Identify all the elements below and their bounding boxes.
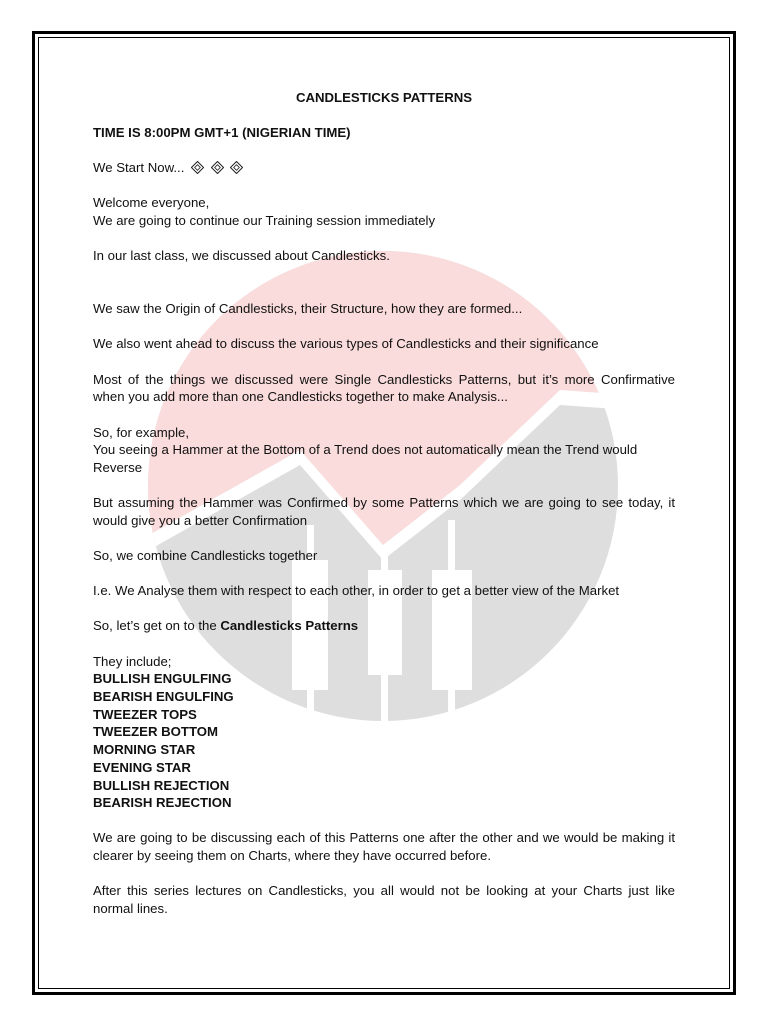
list-item: BULLISH REJECTION bbox=[93, 777, 230, 793]
list-item: BULLISH ENGULFING bbox=[93, 671, 232, 687]
start-text: We Start Now... bbox=[93, 159, 185, 175]
list-item: MORNING STAR bbox=[93, 742, 196, 758]
example-paragraph bbox=[93, 424, 675, 477]
patterns-list bbox=[93, 653, 675, 812]
origin-paragraph: We saw the Origin of Candlesticks, their Structure, how they are formed... bbox=[93, 301, 523, 317]
types-paragraph: We also went ahead to discuss the various types of Candlesticks and their significance bbox=[93, 336, 599, 352]
include-label: They include; bbox=[93, 653, 172, 669]
list-item: TWEEZER TOPS bbox=[93, 706, 197, 722]
time-line: TIME IS 8:00PM GMT+1 (NIGERIAN TIME) bbox=[93, 124, 351, 140]
list-item: BEARISH REJECTION bbox=[93, 795, 232, 811]
welcome-paragraph bbox=[93, 194, 675, 229]
diamond-icon bbox=[230, 161, 243, 174]
start-line bbox=[93, 159, 675, 177]
document-title: CANDLESTICKS PATTERNS bbox=[295, 90, 473, 105]
list-item: TWEEZER BOTTOM bbox=[93, 724, 219, 740]
hammer-paragraph: But assuming the Hammer was Confirmed by some Patterns which we are going to see today, it would give you a better Confirmation bbox=[93, 495, 675, 528]
get-on-text: So, let’s get on to the bbox=[93, 618, 221, 634]
diamond-icon bbox=[191, 161, 204, 174]
list-item: EVENING STAR bbox=[93, 759, 191, 775]
example-line-2: You seeing a Hammer at the Bottom of a Trend does not automatically mean the Trend would Reverse bbox=[93, 442, 638, 475]
get-on-bold: Candlesticks Patterns bbox=[220, 618, 359, 634]
last-class-paragraph: In our last class, we discussed about Candlesticks. bbox=[93, 248, 390, 264]
example-line-1: So, for example, bbox=[93, 424, 190, 440]
list-item: BEARISH ENGULFING bbox=[93, 689, 234, 705]
single-patterns-paragraph: Most of the things we discussed were Single Candlesticks Patterns, but it’s more Confirmative when you add more than one Candlesticks together to make Analysis... bbox=[93, 371, 675, 405]
get-on-paragraph bbox=[93, 617, 675, 635]
analyse-paragraph: I.e. We Analyse them with respect to each other, in order to get a better view of the Market bbox=[93, 583, 620, 599]
welcome-line-1: Welcome everyone, bbox=[93, 195, 210, 211]
document-body bbox=[93, 89, 675, 935]
welcome-line-2: We are going to continue our Training session immediately bbox=[93, 212, 436, 228]
after-paragraph: After this series lectures on Candlesticks, you all would not be looking at your Charts just like normal lines. bbox=[93, 883, 675, 917]
diamond-icon bbox=[211, 161, 224, 174]
discussing-paragraph: We are going to be discussing each of this Patterns one after the other and we would be making it clearer by seeing them on Charts, where they have occurred before. bbox=[93, 830, 675, 864]
combine-paragraph: So, we combine Candlesticks together bbox=[93, 548, 318, 564]
